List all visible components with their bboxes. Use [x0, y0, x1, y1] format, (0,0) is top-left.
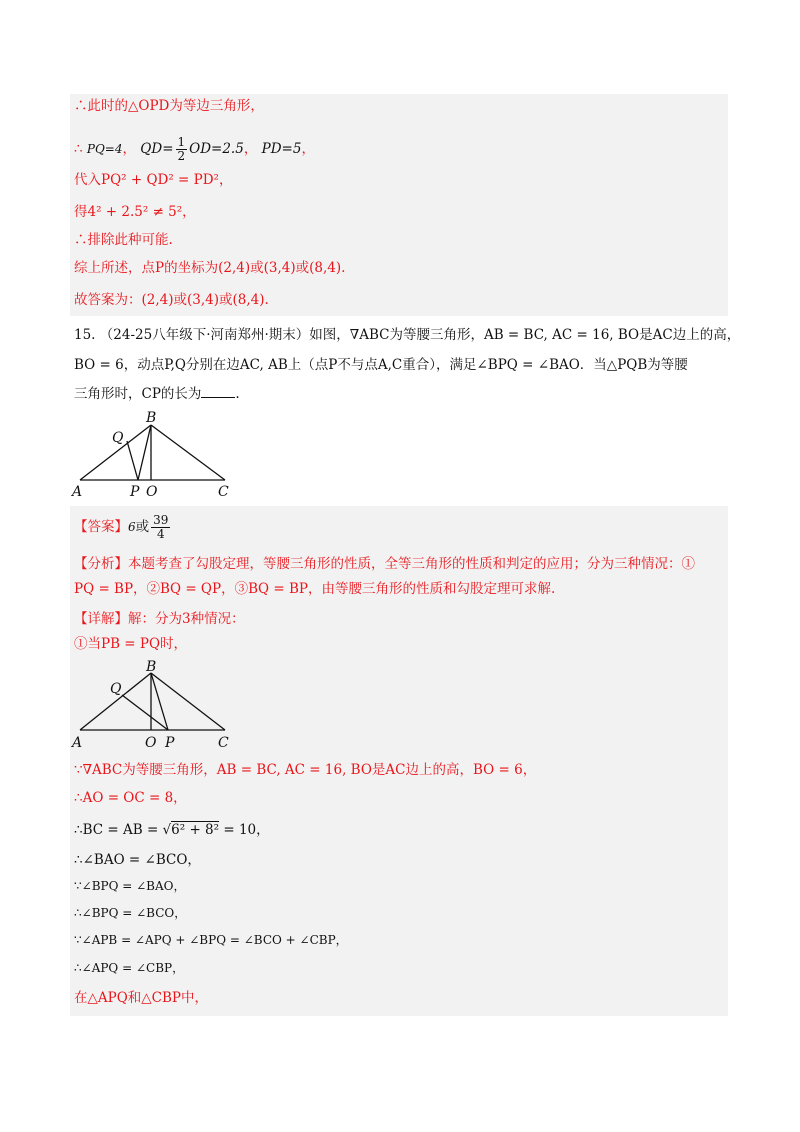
- label-C: C: [218, 484, 229, 500]
- analysis-line-2: PQ = BP，②BQ = QP，③BQ = BP，由等腰三角形的性质和勾股定理可求解.: [74, 581, 556, 597]
- detail-line: 【详解】解：分为3种情况：: [74, 611, 245, 627]
- label-C: C: [218, 735, 229, 750]
- label-B: B: [146, 660, 157, 675]
- label-P: P: [130, 484, 140, 500]
- step-line: ∴AO = OC = 8，: [74, 790, 187, 806]
- triangle-figure-1: [70, 410, 250, 500]
- question-number: 15.: [74, 327, 96, 343]
- detail-tag: 【详解】: [74, 611, 128, 627]
- question-source: （24-25八年级下·河南郑州·期末）如图，: [99, 327, 350, 343]
- step-line: ∵∇ABC为等腰三角形，AB = BC, AC = 16, BO是AC边上的高，BO = 6，: [74, 762, 537, 778]
- solution-line: ∴ PQ=4， QD= $\frac{1}{2}$ OD=2.5， PD=5，: [74, 135, 315, 163]
- answer-line: 【答案】6或 $\frac{39}{4}$: [74, 513, 169, 541]
- solution-line: 综上所述，点P的坐标为(2,4)或(3,4)或(8,4).: [74, 260, 346, 276]
- step-line: ∴∠BPQ = ∠BCO，: [74, 906, 187, 920]
- step-line: 在△APQ和△CBP中，: [74, 990, 208, 1006]
- step-line: ∴BC = AB = √6² + 8² = 10，: [74, 822, 270, 838]
- answer-blank: [201, 383, 235, 398]
- analysis-line-1: 【分析】本题考查了勾股定理，等腰三角形的性质，全等三角形的性质和判定的应用；分为三种情况：①: [74, 556, 695, 572]
- solution-line: ∴排除此种可能.: [74, 232, 173, 248]
- step-line: ∵∠BPQ = ∠BAO，: [74, 879, 186, 893]
- label-A: A: [72, 735, 83, 750]
- label-Q: Q: [112, 430, 124, 446]
- question-line-2: BO = 6，动点P,Q分别在边AC, AB上（点P不与点A,C重合），满足∠BPQ = ∠BAO．当△PQB为等腰: [74, 357, 688, 373]
- step-line: ∴∠BAO = ∠BCO，: [74, 852, 201, 868]
- answer-tag: 【答案】: [74, 519, 128, 535]
- label-O: O: [146, 484, 158, 500]
- question-line-1: 15. （24-25八年级下·河南郑州·期末）如图，∇ABC为等腰三角形，AB = BC, AC = 16, BO是AC边上的高，: [74, 327, 741, 343]
- case-1-line: ①当PB = PQ时，: [74, 636, 188, 652]
- solution-line: 得4² + 2.5² ≠ 5²，: [74, 204, 196, 220]
- label-P: P: [165, 735, 175, 750]
- solution-line: 代入PQ² + QD² = PD²，: [74, 172, 233, 188]
- label-B: B: [146, 410, 157, 426]
- label-O: O: [145, 735, 157, 750]
- final-answer-line: 故答案为：(2,4)或(3,4)或(8,4).: [74, 292, 269, 308]
- question-line-3: 三角形时，CP的长为 .: [74, 383, 240, 404]
- step-line: ∴∠APQ = ∠CBP，: [74, 961, 185, 975]
- label-A: A: [72, 484, 83, 500]
- step-line: ∵∠APB = ∠APQ + ∠BPQ = ∠BCO + ∠CBP，: [74, 933, 348, 947]
- solution-line: ∴此时的△OPD为等边三角形，: [74, 98, 264, 114]
- label-Q: Q: [110, 681, 122, 697]
- triangle-figure-2: [70, 660, 250, 750]
- analysis-tag: 【分析】: [74, 556, 128, 572]
